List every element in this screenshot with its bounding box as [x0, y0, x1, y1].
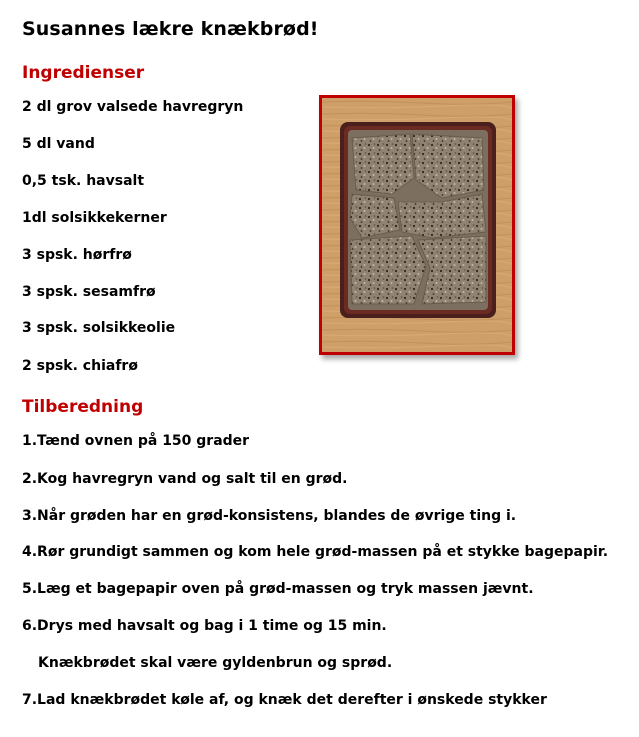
ingredient-item: 1dl solsikkekerner — [22, 210, 167, 226]
preparation-heading: Tilberedning — [22, 397, 144, 417]
ingredient-item: 3 spsk. sesamfrø — [22, 284, 156, 300]
ingredient-item: 3 spsk. hørfrø — [22, 247, 132, 263]
preparation-note: Knækbrødet skal være gyldenbrun og sprød. — [38, 655, 393, 671]
ingredient-item: 5 dl vand — [22, 136, 95, 152]
ingredient-item: 2 dl grov valsede havregryn — [22, 99, 244, 115]
ingredient-item: 0,5 tsk. havsalt — [22, 173, 145, 189]
preparation-step: 7.Lad knækbrødet køle af, og knæk det derefter i ønskede stykker — [22, 692, 547, 708]
preparation-step: 6.Drys med havsalt og bag i 1 time og 15 min. — [22, 618, 387, 634]
preparation-step: 5.Læg et bagepapir oven på grød-massen og tryk massen jævnt. — [22, 581, 534, 597]
preparation-step: 3.Når grøden har en grød-konsistens, blandes de øvrige ting i. — [22, 508, 517, 524]
ingredient-item: 2 spsk. chiafrø — [22, 358, 138, 374]
ingredients-heading: Ingredienser — [22, 63, 145, 83]
ingredient-item: 3 spsk. solsikkeolie — [22, 320, 176, 336]
preparation-step: 2.Kog havregryn vand og salt til en grød. — [22, 471, 348, 487]
crispbread-photo — [319, 95, 515, 355]
preparation-step: 1.Tænd ovnen på 150 grader — [22, 433, 250, 449]
page-title: Susannes lækre knækbrød! — [22, 18, 319, 40]
preparation-step: 4.Rør grundigt sammen og kom hele grød-massen på et stykke bagepapir. — [22, 544, 609, 560]
